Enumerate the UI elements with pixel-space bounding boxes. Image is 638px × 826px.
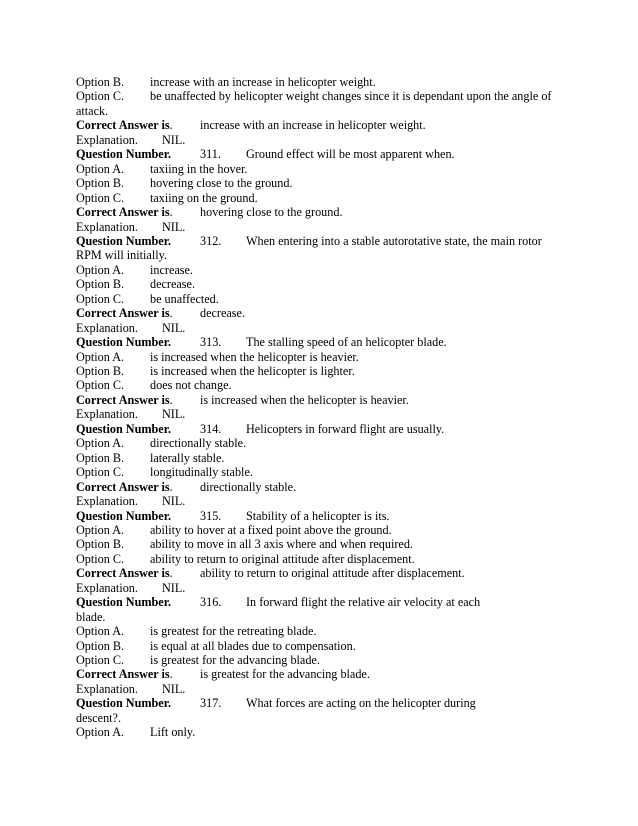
option-label: Option A. (76, 161, 125, 176)
continuation-line (76, 248, 572, 262)
option-line (76, 350, 572, 364)
question-number: 314. (200, 421, 222, 436)
correct-answer-label-group (76, 393, 173, 407)
correct-answer-label-group (76, 205, 173, 219)
question-line (76, 696, 572, 710)
option-label: Option B. (76, 75, 125, 89)
correct-answer-line (76, 480, 572, 494)
option-line (76, 75, 572, 89)
option-text: is greatest for the advancing blade. (150, 653, 320, 667)
option-line (76, 162, 572, 176)
correct-answer-dot: . (169, 306, 173, 321)
correct-answer-text: ability to return to original attitude after displacement. (200, 566, 465, 581)
option-text: ability to hover at a fixed point above the ground. (150, 522, 392, 537)
correct-answer-label: Correct Answer is (76, 118, 170, 133)
option-text: ability to move in all 3 axis where and when required. (150, 537, 413, 552)
option-label: Option C. (76, 378, 125, 393)
question-number: 316. (200, 595, 222, 610)
option-line (76, 263, 572, 277)
option-line (76, 364, 572, 378)
explanation-text: NIL. (162, 580, 186, 595)
option-label: Option B. (76, 450, 125, 465)
option-line (76, 624, 572, 638)
option-line (76, 378, 572, 392)
question-text: What forces are acting on the helicopter during (246, 696, 476, 711)
option-text: increase. (150, 262, 193, 277)
correct-answer-dot: . (169, 392, 173, 407)
option-label: Option A. (76, 725, 125, 740)
option-label: Option C. (76, 291, 125, 306)
explanation-line (76, 581, 572, 595)
correct-answer-line (76, 205, 572, 219)
question-number-label: Question Number. (76, 233, 172, 248)
option-text: directionally stable. (150, 436, 247, 451)
explanation-label: Explanation. (76, 407, 138, 422)
option-label: Option A. (76, 522, 125, 537)
explanation-label: Explanation. (76, 580, 138, 595)
question-text: The stalling speed of an helicopter blade. (246, 335, 447, 350)
correct-answer-dot: . (169, 205, 173, 220)
explanation-label: Explanation. (76, 320, 138, 335)
question-number: 315. (200, 508, 222, 523)
explanation-line (76, 321, 572, 335)
option-label: Option C. (76, 190, 125, 205)
option-text: is increased when the helicopter is heavier. (150, 349, 359, 364)
question-number: 312. (200, 233, 222, 248)
question-line (76, 234, 572, 248)
option-label: Option B. (76, 176, 125, 191)
question-number-label: Question Number. (76, 508, 172, 523)
option-line (76, 639, 572, 653)
continuation-text: attack. (76, 103, 109, 118)
option-text: increase with an increase in helicopter weight. (150, 75, 376, 89)
continuation-text: descent?. (76, 710, 122, 725)
explanation-line (76, 682, 572, 696)
question-text: In forward flight the relative air velocity at each (246, 595, 481, 610)
option-line (76, 653, 572, 667)
correct-answer-label-group (76, 667, 173, 681)
option-label: Option B. (76, 277, 125, 292)
correct-answer-text: directionally stable. (200, 479, 297, 494)
continuation-line (76, 711, 572, 725)
correct-answer-label-group (76, 306, 173, 320)
option-line (76, 292, 572, 306)
explanation-text: NIL. (162, 320, 186, 335)
correct-answer-label: Correct Answer is (76, 392, 170, 407)
option-text: decrease. (150, 277, 195, 292)
option-line (76, 552, 572, 566)
option-text: longitudinally stable. (150, 465, 253, 480)
option-label: Option C. (76, 653, 125, 667)
explanation-label: Explanation. (76, 681, 138, 696)
question-number-label: Question Number. (76, 421, 172, 436)
explanation-line (76, 407, 572, 421)
option-label: Option A. (76, 349, 125, 364)
option-line (76, 89, 572, 103)
option-label: Option B. (76, 537, 125, 552)
correct-answer-label: Correct Answer is (76, 306, 170, 321)
question-line (76, 422, 572, 436)
option-label: Option C. (76, 89, 125, 104)
option-label: Option A. (76, 262, 125, 277)
option-line (76, 176, 572, 190)
option-text: Lift only. (150, 725, 196, 740)
explanation-label: Explanation. (76, 219, 138, 234)
correct-answer-dot: . (169, 118, 173, 133)
option-text: be unaffected by helicopter weight changes since it is dependant upon the angle of (150, 89, 552, 104)
correct-answer-dot: . (169, 566, 173, 581)
question-text: Stability of a helicopter is its. (246, 508, 390, 523)
option-line (76, 277, 572, 291)
option-text: taxiing on the ground. (150, 190, 258, 205)
option-label: Option A. (76, 436, 125, 451)
explanation-label: Explanation. (76, 494, 138, 509)
option-text: be unaffected. (150, 291, 219, 306)
question-line (76, 509, 572, 523)
correct-answer-label-group (76, 566, 173, 580)
continuation-line (76, 610, 572, 624)
question-number: 311. (200, 147, 221, 162)
question-line (76, 147, 572, 161)
correct-answer-text: decrease. (200, 306, 245, 321)
option-text: does not change. (150, 378, 232, 393)
option-label: Option B. (76, 364, 125, 378)
correct-answer-line (76, 566, 572, 580)
correct-answer-text: is greatest for the advancing blade. (200, 667, 370, 682)
question-number-label: Question Number. (76, 335, 172, 350)
question-text: Ground effect will be most apparent when. (246, 147, 455, 162)
explanation-line (76, 220, 572, 234)
question-number-label: Question Number. (76, 595, 172, 610)
explanation-line (76, 133, 572, 147)
question-number-label: Question Number. (76, 147, 172, 162)
correct-answer-text: hovering close to the ground. (200, 205, 343, 220)
option-line (76, 436, 572, 450)
option-line (76, 451, 572, 465)
option-line (76, 725, 572, 739)
explanation-text: NIL. (162, 407, 186, 422)
explanation-line (76, 494, 572, 508)
option-line (76, 523, 572, 537)
option-text: laterally stable. (150, 450, 225, 465)
explanation-text: NIL. (162, 219, 186, 234)
question-number: 313. (200, 335, 222, 350)
correct-answer-line (76, 118, 572, 132)
question-line (76, 335, 572, 349)
option-text: is greatest for the retreating blade. (150, 624, 317, 639)
continuation-line (76, 104, 572, 118)
explanation-text: NIL. (162, 681, 186, 696)
question-line (76, 595, 572, 609)
correct-answer-line (76, 393, 572, 407)
question-number: 317. (200, 696, 222, 711)
correct-answer-dot: . (169, 479, 173, 494)
correct-answer-line (76, 306, 572, 320)
correct-answer-label: Correct Answer is (76, 479, 170, 494)
explanation-text: NIL. (162, 132, 186, 147)
explanation-text: NIL. (162, 494, 186, 509)
correct-answer-dot: . (169, 667, 173, 682)
correct-answer-text: increase with an increase in helicopter weight. (200, 118, 426, 133)
option-line (76, 465, 572, 479)
correct-answer-text: is increased when the helicopter is heavier. (200, 392, 409, 407)
correct-answer-label-group (76, 480, 173, 494)
option-line (76, 537, 572, 551)
option-text: is equal at all blades due to compensation. (150, 638, 356, 653)
option-text: is increased when the helicopter is lighter. (150, 364, 355, 378)
explanation-label: Explanation. (76, 132, 138, 147)
correct-answer-label-group (76, 118, 173, 132)
continuation-text: blade. (76, 609, 106, 624)
option-line (76, 191, 572, 205)
correct-answer-line (76, 667, 572, 681)
correct-answer-label: Correct Answer is (76, 566, 170, 581)
correct-answer-label: Correct Answer is (76, 205, 170, 220)
question-number-label: Question Number. (76, 696, 172, 711)
continuation-text: RPM will initially. (76, 248, 167, 263)
option-label: Option A. (76, 624, 125, 639)
option-text: hovering close to the ground. (150, 176, 293, 191)
option-label: Option C. (76, 465, 125, 480)
option-label: Option B. (76, 638, 125, 653)
question-text: Helicopters in forward flight are usually. (246, 421, 445, 436)
option-label: Option C. (76, 551, 125, 566)
correct-answer-label: Correct Answer is (76, 667, 170, 682)
option-text: ability to return to original attitude after displacement. (150, 551, 415, 566)
option-text: taxiing in the hover. (150, 161, 248, 176)
question-text: When entering into a stable autorotative state, the main rotor (246, 233, 542, 248)
